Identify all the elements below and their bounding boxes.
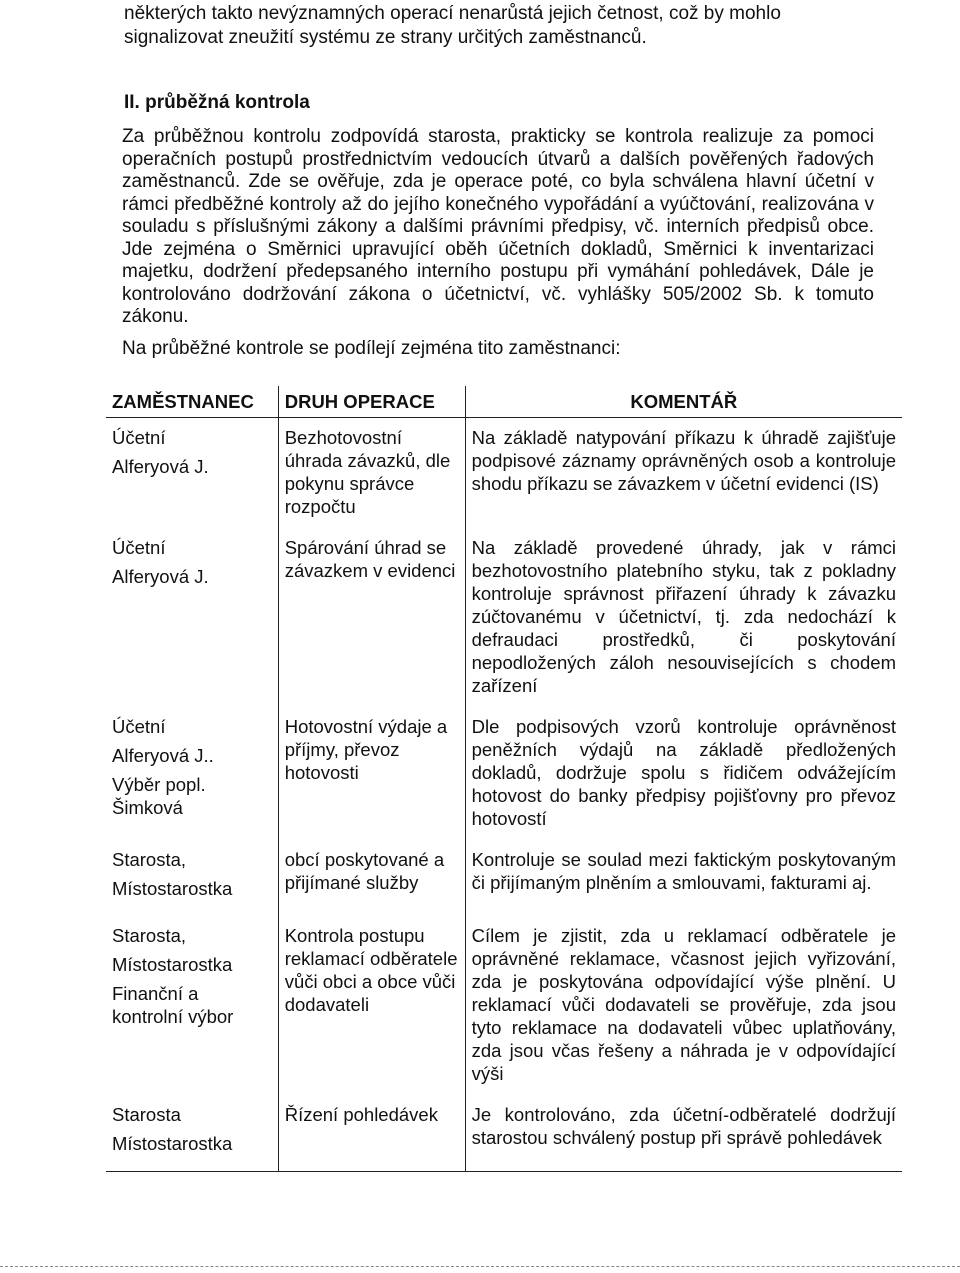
cell-employee	[106, 1095, 278, 1172]
cell-employee	[106, 707, 278, 840]
cell-operation: Spárování úhrad se závazkem v evidenci	[278, 528, 465, 707]
table-row	[106, 528, 902, 707]
cell-operation: Hotovostní výdaje a příjmy, převoz hotovosti	[278, 707, 465, 840]
employee-line: Místostarostka	[112, 1133, 233, 1154]
cell-operation: Řízení pohledávek	[278, 1095, 465, 1172]
cell-operation: obcí poskytované a přijímané služby	[278, 840, 465, 916]
cell-employee	[106, 418, 278, 529]
header-operation: DRUH OPERACE	[278, 386, 465, 418]
employee-line: Alferyová J..	[112, 745, 214, 766]
table-lead-text: Na průběžné kontrole se podílejí zejména tito zaměstnanci:	[122, 338, 621, 359]
cell-comment: Cílem je zjistit, zda u reklamací odběratele je oprávněné reklamace, včasnost jejich vyřizování, zda je poskytována odpovídající výše plnění. U reklamací vůči dodavateli se prověřuje, zda jsou tyto reklamace na dodavateli vůbec uplatňovány, zda jsou včas řešeny a náhrada je v odpovídající výši	[471, 925, 896, 1084]
cell-operation: Bezhotovostní úhrada závazků, dle pokynu správce rozpočtu	[278, 418, 465, 529]
table-header-row	[106, 386, 902, 418]
cell-comment: Kontroluje se soulad mezi faktickým poskytovaným či přijímaným plněním a smlouvami, fakturami aj.	[471, 849, 896, 893]
cell-operation: Kontrola postupu reklamací odběratele vůči obci a obce vůči dodavateli	[278, 916, 465, 1095]
table-row	[106, 707, 902, 840]
cell-comment: Na základě provedené úhrady, jak v rámci bezhotovostního platebního styku, tak z pokladny kontroluje správnost přiřazení úhrady k závazku zúčtovanému v účetnictví, tj. zda nedochází k defraudaci prostředků, či poskytování nepodložených záloh nesouvisejících s chodem zařízení	[471, 537, 896, 696]
table-row	[106, 1095, 902, 1172]
header-employee: ZAMĚSTNANEC	[106, 386, 278, 418]
main-paragraph: Za průběžnou kontrolu zodpovídá starosta, prakticky se kontrola realizuje za pomoci operačních postupů prostřednictvím vedoucích útvarů a dalších pověřených řadových zaměstnanců. Zde se ověřuje, zda je operace poté, co byla schválena hlavní účetní v rámci předběžné kontroly až do jejího konečného vypořádání a vyúčtování, realizována v souladu s příslušnými zákony a dalšími právními předpisy, vč. interních předpisů obce. Jde zejména o Směrnici upravující oběh účetních dokladů, Směrnici k inventarizaci majetku, dodržení předepsaného interního postupu při vymáhání pohledávek, Dále je kontrolováno dodržování zákona o účetnictví, vč. vyhlášky 505/2002 Sb. k tomuto zákonu.	[122, 126, 874, 327]
cell-comment: Dle podpisových vzorů kontroluje oprávněnost peněžních výdajů na základě předložených dokladů, dodržuje spolu s řidičem odvážejícím hotovost do banky předpisy pojišťovny pro převoz hotovostí	[471, 716, 896, 829]
cell-employee	[106, 528, 278, 707]
employee-line: Starosta,	[112, 849, 187, 870]
table-row	[106, 840, 902, 916]
table-row	[106, 916, 902, 1095]
employee-line: Finanční a kontrolní výbor	[112, 983, 234, 1027]
page-bottom-rule	[0, 1266, 960, 1267]
table-row	[106, 418, 902, 529]
cell-employee	[106, 916, 278, 1095]
cell-comment: Na základě natypování příkazu k úhradě zajišťuje podpisové záznamy oprávněných osob a kontroluje shodu příkazu se závazkem v účetní evidenci (IS)	[471, 427, 896, 494]
employee-line: Alferyová J.	[112, 456, 209, 477]
employee-line: Místostarostka	[112, 954, 233, 975]
employee-line: Účetní	[112, 427, 166, 448]
cell-employee	[106, 840, 278, 916]
section-heading: II. průběžná kontrola	[124, 92, 310, 113]
cell-comment: Je kontrolováno, zda účetní-odběratelé dodržují starostou schválený postup při správě pohledávek	[465, 1095, 902, 1172]
intro-paragraph: některých takto nevýznamných operací nenarůstá jejich četnost, což by mohlo signalizovat zneužití systému ze strany určitých zaměstnanců.	[124, 3, 781, 48]
employee-line: Starosta,	[112, 925, 187, 946]
control-operations-table	[106, 386, 902, 1172]
employee-line: Alferyová J.	[112, 566, 209, 587]
employee-line: Výběr popl. Šimková	[112, 774, 206, 818]
header-comment: KOMENTÁŘ	[465, 386, 902, 418]
employee-line: Starosta	[112, 1104, 181, 1125]
employee-line: Účetní	[112, 716, 166, 737]
employee-line: Místostarostka	[112, 878, 233, 899]
employee-line: Účetní	[112, 537, 166, 558]
